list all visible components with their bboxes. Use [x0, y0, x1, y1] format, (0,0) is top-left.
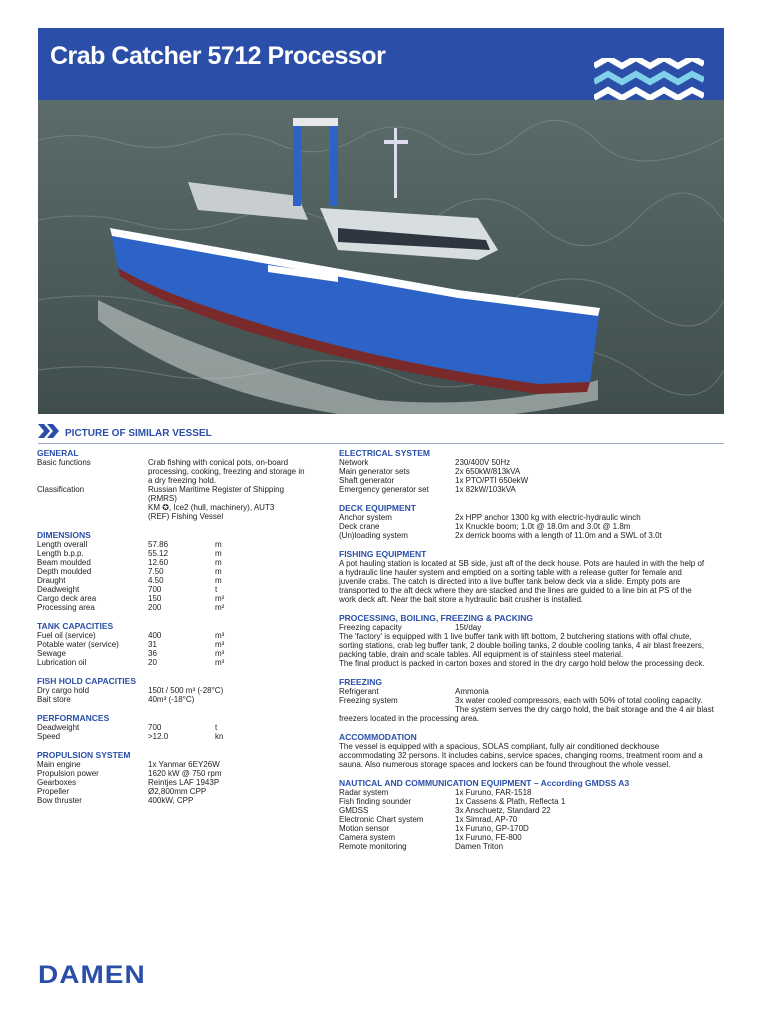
spec-key: Network [339, 458, 369, 467]
spec-value-line: (REF) Fishing Vessel [148, 512, 224, 521]
spec-value: 150 [148, 594, 162, 603]
paragraph-line: The vessel is equipped with a spacious, SOLAS compliant, fully air conditioned deckhouse [339, 742, 660, 751]
paragraph-line: sorting stations, crab leg buffer tank, 2 double boiling tanks, 2 double cooling tanks, 4 air blast freezers, [339, 641, 704, 650]
spec-row [339, 687, 731, 696]
fishing-paragraph [339, 559, 731, 604]
spec-value: 3x Anschuetz, Standard 22 [455, 806, 551, 815]
processing-paragraph [339, 632, 731, 668]
spec-key: Beam moulded [37, 558, 91, 567]
spec-row [37, 640, 327, 649]
spec-key: Length overall [37, 540, 88, 549]
spec-value: 1620 kW @ 750 rpm [148, 769, 222, 778]
accommodation-paragraph [339, 742, 731, 769]
spec-key: Cargo deck area [37, 594, 97, 603]
processing-heading: PROCESSING, BOILING, FREEZING & PACKING [339, 613, 533, 623]
spec-unit: m³ [215, 658, 225, 667]
fish-hold-table [37, 686, 327, 704]
spec-value-line: Crab fishing with conical pots, on-board [148, 458, 289, 467]
paragraph-line: a hydraulic line hauler system and emptied on a sorting table with a release gutter for female and [339, 568, 682, 577]
spec-key: Basic functions [37, 458, 91, 467]
paragraph-line: work deck aft. Near the bait store a hydraulic bait crusher is installed. [339, 595, 584, 604]
electrical-table [339, 458, 731, 494]
spec-key: Classification [37, 485, 85, 494]
spec-row [37, 649, 327, 658]
spec-unit: m³ [215, 649, 225, 658]
spec-value: 31 [148, 640, 157, 649]
nautical-table [339, 788, 731, 851]
spec-value: 1x PTO/PTI 650ekW [455, 476, 529, 485]
spec-key: Motion sensor [339, 824, 390, 833]
accommodation-heading: ACCOMMODATION [339, 732, 417, 742]
photo-caption [38, 423, 724, 444]
spec-key: Camera system [339, 833, 396, 842]
spec-unit: kn [215, 732, 224, 741]
spec-value: 15t/day [455, 623, 482, 632]
paragraph-line: packing table, drain and scale tables. All equipment is of stainless steel material. [339, 650, 624, 659]
spec-key: (Un)loading system [339, 531, 408, 540]
spec-value: 150t / 500 m³ (-28°C) [148, 686, 224, 695]
spec-value: 1x Furuno, FE-800 [455, 833, 522, 842]
spec-unit: m² [215, 603, 225, 612]
spec-row [339, 788, 731, 797]
spec-key: Bait store [37, 695, 71, 704]
spec-key: Anchor system [339, 513, 392, 522]
spec-row [37, 585, 327, 594]
spec-key: Draught [37, 576, 66, 585]
spec-unit: m² [215, 594, 225, 603]
spec-key: Main engine [37, 760, 81, 769]
spec-value: 1x Furuno, GP-170D [455, 824, 529, 833]
spec-unit: m [215, 558, 222, 567]
spec-key: Main generator sets [339, 467, 410, 476]
spec-value-line: processing, cooking, freezing and storage in [148, 467, 305, 476]
spec-value: 1x Knuckle boom; 1.0t @ 18.0m and 3.0t @ 1.8m [455, 522, 631, 531]
spec-row [37, 658, 327, 667]
spec-row [37, 769, 327, 778]
spec-value: 1x 82kW/103kVA [455, 485, 516, 494]
spec-row [37, 787, 327, 796]
brand-wordmark: DAMEN [38, 960, 146, 989]
title-banner [38, 28, 724, 100]
spec-key: Length b.p.p. [37, 549, 84, 558]
spec-row [339, 458, 731, 467]
spec-row [37, 567, 327, 576]
performances-table [37, 723, 327, 741]
tank-table [37, 631, 327, 667]
spec-key: Propulsion power [37, 769, 99, 778]
spec-key: Depth moulded [37, 567, 92, 576]
spec-key: Shaft generator [339, 476, 395, 485]
spec-key: Remote monitoring [339, 842, 407, 851]
spec-key: Deadweight [37, 723, 80, 732]
spec-value-line: a dry freezing hold. [148, 476, 217, 485]
spec-unit: m [215, 540, 222, 549]
paragraph-line: The 'factory' is equipped with 1 live buffer tank with lift bottom, 2 butchering stations with offal chute, [339, 632, 692, 641]
spec-row [339, 696, 731, 714]
spec-row [37, 458, 327, 485]
spec-value: 2x HPP anchor 1300 kg with electric-hydraulic winch [455, 513, 641, 522]
damen-logo [38, 959, 146, 989]
spec-row [37, 695, 327, 704]
paragraph-line: A pot hauling station is located at SB side, just aft of the deck house. Pots are hauled in with the help of [339, 559, 705, 568]
electrical-heading: ELECTRICAL SYSTEM [339, 448, 430, 458]
fishing-equipment-heading: FISHING EQUIPMENT [339, 549, 427, 559]
spec-value: 700 [148, 723, 162, 732]
spec-row [37, 540, 327, 549]
spec-row [37, 485, 327, 521]
spec-value: 2x 650kW/813kVA [455, 467, 521, 476]
dimensions-table [37, 540, 327, 612]
deck-table [339, 513, 731, 540]
vessel-photo [38, 100, 724, 414]
spec-value-line: 3x water cooled compressors, each with 50% of total cooling capacity. [455, 696, 703, 705]
spec-key: Potable water (service) [37, 640, 119, 649]
spec-key: Processing area [37, 603, 95, 612]
spec-row [339, 815, 731, 824]
spec-row [339, 833, 731, 842]
spec-value [148, 485, 318, 521]
spec-value-line: The system serves the dry cargo hold, the bait storage and the 4 air blast [455, 705, 714, 714]
spec-row [37, 576, 327, 585]
spec-key: Bow thruster [37, 796, 82, 805]
spec-key: Propeller [37, 787, 70, 796]
spec-key: GMDSS [339, 806, 369, 815]
spec-value: 20 [148, 658, 157, 667]
paragraph-line: juvenile crabs. The catch is directed into a live buffer tank below deck via a slide. Empty pots are [339, 577, 681, 586]
general-heading: GENERAL [37, 448, 79, 458]
propulsion-heading: PROPULSION SYSTEM [37, 750, 131, 760]
spec-value: 2x derrick booms with a length of 11.0m and a SWL of 3.0t [455, 531, 662, 540]
spec-row [37, 796, 327, 805]
spec-value: 57.86 [148, 540, 169, 549]
chevrons-icon [38, 424, 60, 438]
fish-hold-heading: FISH HOLD CAPACITIES [37, 676, 137, 686]
spec-key: Dry cargo hold [37, 686, 90, 695]
page-title: Crab Catcher 5712 Processor [50, 42, 386, 70]
spec-value-line: Russian Maritime Register of Shipping [148, 485, 285, 494]
spec-row [339, 467, 731, 476]
spec-row [37, 732, 327, 741]
spec-value-line: (RMRS) [148, 494, 177, 503]
spec-key: Fish finding sounder [339, 797, 412, 806]
spec-key: Speed [37, 732, 61, 741]
spec-key: Freezing capacity [339, 623, 402, 632]
spec-unit: m [215, 567, 222, 576]
spec-value: 40m³ (-18°C) [148, 695, 195, 704]
spec-row [37, 760, 327, 769]
spec-row [37, 594, 327, 603]
paragraph-line: accommodating 32 persons. It includes cabins, service spaces, changing rooms, treatment room and a [339, 751, 703, 760]
spec-row [37, 549, 327, 558]
spec-value-line: freezers located in the processing area. [339, 714, 480, 723]
spec-row [339, 842, 731, 851]
deck-equipment-heading: DECK EQUIPMENT [339, 503, 416, 513]
spec-unit: m [215, 576, 222, 585]
spec-key: Deadweight [37, 585, 80, 594]
paragraph-line: sauna. Also numerous storage spaces and lockers can be found throughout the whole vessel. [339, 760, 671, 769]
spec-unit: m³ [215, 631, 225, 640]
dimensions-heading: DIMENSIONS [37, 530, 91, 540]
spec-value: 200 [148, 603, 162, 612]
spec-row [37, 723, 327, 732]
paragraph-line: The final product is packed in carton boxes and stored in the dry cargo hold below the processing deck. [339, 659, 705, 668]
spec-value [148, 458, 318, 485]
spec-value: 12.60 [148, 558, 169, 567]
spec-value: 1x Cassens & Plath, Reflecta 1 [455, 797, 566, 806]
spec-key: Emergency generator set [339, 485, 429, 494]
spec-value: 1x Yanmar 6EY26W [148, 760, 220, 769]
left-column [37, 448, 327, 805]
spec-row [339, 485, 731, 494]
spec-value: Ammonia [455, 687, 489, 696]
spec-row [339, 513, 731, 522]
spec-value [455, 696, 714, 714]
spec-value: 55.12 [148, 549, 169, 558]
paragraph-line: transported to the aft deck where they are stacked and the lines are guided to a line bin at PS of the [339, 586, 692, 595]
spec-row [37, 603, 327, 612]
spec-row [339, 806, 731, 815]
spec-value: 1x Furuno, FAR-1518 [455, 788, 532, 797]
spec-row [37, 686, 327, 695]
spec-value: >12.0 [148, 732, 169, 741]
spec-value: 36 [148, 649, 157, 658]
spec-unit: m³ [215, 640, 225, 649]
spec-value: 7.50 [148, 567, 164, 576]
spec-key: Deck crane [339, 522, 380, 531]
spec-row [37, 778, 327, 787]
spec-row [339, 623, 731, 632]
spec-row [339, 797, 731, 806]
spec-value: 1x Simrad, AP-70 [455, 815, 518, 824]
spec-row [37, 558, 327, 567]
spec-value: 400 [148, 631, 162, 640]
spec-value: Reintjes LAF 1943P [148, 778, 220, 787]
spec-value: 700 [148, 585, 162, 594]
spec-key: Radar system [339, 788, 389, 797]
spec-value: Damen Triton [455, 842, 504, 851]
spec-value: 4.50 [148, 576, 164, 585]
spec-row [339, 522, 731, 531]
spec-value: 230/400V 50Hz [455, 458, 511, 467]
propulsion-table [37, 760, 327, 805]
caption-text: PICTURE OF SIMILAR VESSEL [65, 428, 212, 439]
spec-value: Ø2,800mm CPP [148, 787, 207, 796]
spec-row [339, 824, 731, 833]
spec-row [37, 631, 327, 640]
spec-value-line: KM ✪, Ice2 (hull, machinery), AUT3 [148, 503, 275, 512]
tank-capacities-heading: TANK CAPACITIES [37, 621, 114, 631]
spec-unit: t [215, 723, 218, 732]
spec-key: Lubrication oil [37, 658, 87, 667]
spec-value: 400kW, CPP [148, 796, 194, 805]
spec-key: Sewage [37, 649, 66, 658]
right-column [339, 448, 731, 851]
spec-row [339, 476, 731, 485]
spec-key: Fuel oil (service) [37, 631, 96, 640]
performances-heading: PERFORMANCES [37, 713, 110, 723]
freezing-heading: FREEZING [339, 677, 382, 687]
nautical-heading: NAUTICAL AND COMMUNICATION EQUIPMENT – According GMDSS A3 [339, 778, 630, 788]
spec-key: Electronic Chart system [339, 815, 424, 824]
spec-key: Refrigerant [339, 687, 379, 696]
spec-key: Gearboxes [37, 778, 77, 787]
spec-unit: t [215, 585, 218, 594]
spec-row [339, 531, 731, 540]
spec-key: Freezing system [339, 696, 398, 705]
spec-unit: m [215, 549, 222, 558]
